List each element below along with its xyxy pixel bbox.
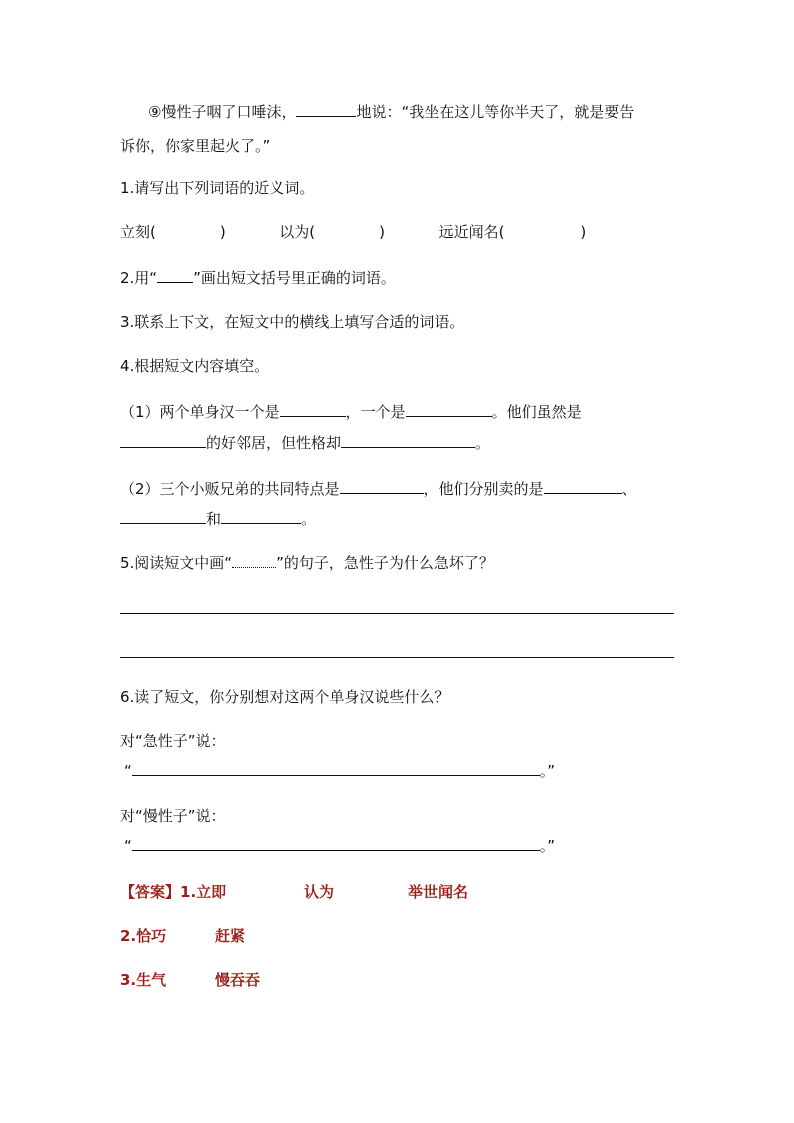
wavy-underline-sample <box>232 552 276 568</box>
answer-value: 3.生气 <box>120 971 167 989</box>
question-6-to-a <box>120 731 226 751</box>
answer-blank[interactable] <box>132 760 540 776</box>
synonym-word-1: 立刻( <box>120 223 156 241</box>
synonym-word-3: 远近闻名( <box>438 223 505 241</box>
question-text: （2）三个小贩兄弟的共同特点是 <box>120 480 340 498</box>
answer-blank[interactable] <box>132 835 540 851</box>
question-1-items <box>120 222 586 242</box>
answer-value: 赶紧 <box>215 927 246 945</box>
answer-blank[interactable] <box>221 508 301 524</box>
passage-text: ⑨慢性子咽了口唾沫， <box>148 103 297 121</box>
question-4-part-1 <box>120 401 582 422</box>
question-text: 和 <box>206 510 222 528</box>
quote-close: 。” <box>539 762 556 780</box>
passage-line-1 <box>148 101 634 122</box>
answer-blank[interactable] <box>296 101 356 117</box>
answer-value: 慢吞吞 <box>215 971 261 989</box>
question-text: ，他们分别卖的是 <box>423 480 544 498</box>
answer-tag: 【答案】 <box>120 883 181 901</box>
question-4-part-2 <box>120 478 637 499</box>
question-text: ”的句子，急性子为什么急坏了？ <box>276 554 494 572</box>
answer-blank[interactable] <box>120 432 206 448</box>
underline-sample <box>157 267 193 283</box>
question-text: 3.联系上下文，在短文中的横线上填写合适的词语。 <box>120 313 465 331</box>
quote-close: 。” <box>539 837 556 855</box>
passage-line-2 <box>120 136 270 156</box>
question-text: 6.读了短文，你分别想对这两个单身汉说些什么？ <box>120 688 450 706</box>
question-text: 2.用“ <box>120 269 158 287</box>
question-text: 1.请写出下列词语的近义词。 <box>120 179 315 197</box>
paren-close: ) <box>219 223 226 241</box>
question-4-part-2-cont <box>120 508 316 529</box>
answer-line[interactable] <box>120 657 674 658</box>
question-6-answer-b <box>124 835 555 856</box>
question-text: ，一个是 <box>345 403 406 421</box>
answer-blank[interactable] <box>340 478 424 494</box>
answer-value: 2.恰巧 <box>120 927 167 945</box>
question-6-prompt <box>120 687 449 707</box>
question-3 <box>120 312 464 332</box>
answer-blank[interactable] <box>120 508 206 524</box>
answer-line[interactable] <box>120 613 674 614</box>
question-text: 对“急性子”说： <box>120 732 226 750</box>
question-text: 。 <box>475 434 491 452</box>
answers-row-1 <box>120 882 469 902</box>
question-2 <box>120 267 396 288</box>
question-text: 对“慢性子”说： <box>120 807 226 825</box>
question-text: 。 <box>301 510 317 528</box>
answers-row-3 <box>120 970 261 990</box>
question-text: 5.阅读短文中画“ <box>120 554 233 572</box>
question-5 <box>120 552 494 573</box>
synonym-word-2: 以为( <box>279 223 316 241</box>
answer-value: 认为 <box>304 883 335 901</box>
question-text: 的好邻居，但性格却 <box>206 434 342 452</box>
question-text: （1）两个单身汉一个是 <box>120 403 280 421</box>
answer-blank[interactable] <box>280 401 346 417</box>
question-text: 4.根据短文内容填空。 <box>120 357 270 375</box>
passage-text: 地说：“我坐在这儿等你半天了，就是要告 <box>356 103 635 121</box>
answer-blank[interactable] <box>544 478 622 494</box>
question-6-answer-a <box>124 760 555 781</box>
passage-text: 诉你，你家里起火了。” <box>120 137 271 155</box>
question-text: ”画出短文括号里正确的词语。 <box>193 269 396 287</box>
paren-close: ) <box>379 223 385 241</box>
quote-open: “ <box>124 762 132 780</box>
question-text: 、 <box>621 480 637 498</box>
quote-open: “ <box>124 837 132 855</box>
paren-close: ) <box>580 223 587 241</box>
answers-row-2 <box>120 926 246 946</box>
question-text: 。他们虽然是 <box>491 403 582 421</box>
answer-value: 举世闻名 <box>408 883 469 901</box>
question-6-to-b <box>120 806 226 826</box>
answer-blank[interactable] <box>341 432 475 448</box>
answer-value: 1.立即 <box>180 883 227 901</box>
question-1-prompt <box>120 178 314 198</box>
question-4-prompt <box>120 356 269 376</box>
answer-blank[interactable] <box>406 401 492 417</box>
question-4-part-1-cont <box>120 432 490 453</box>
